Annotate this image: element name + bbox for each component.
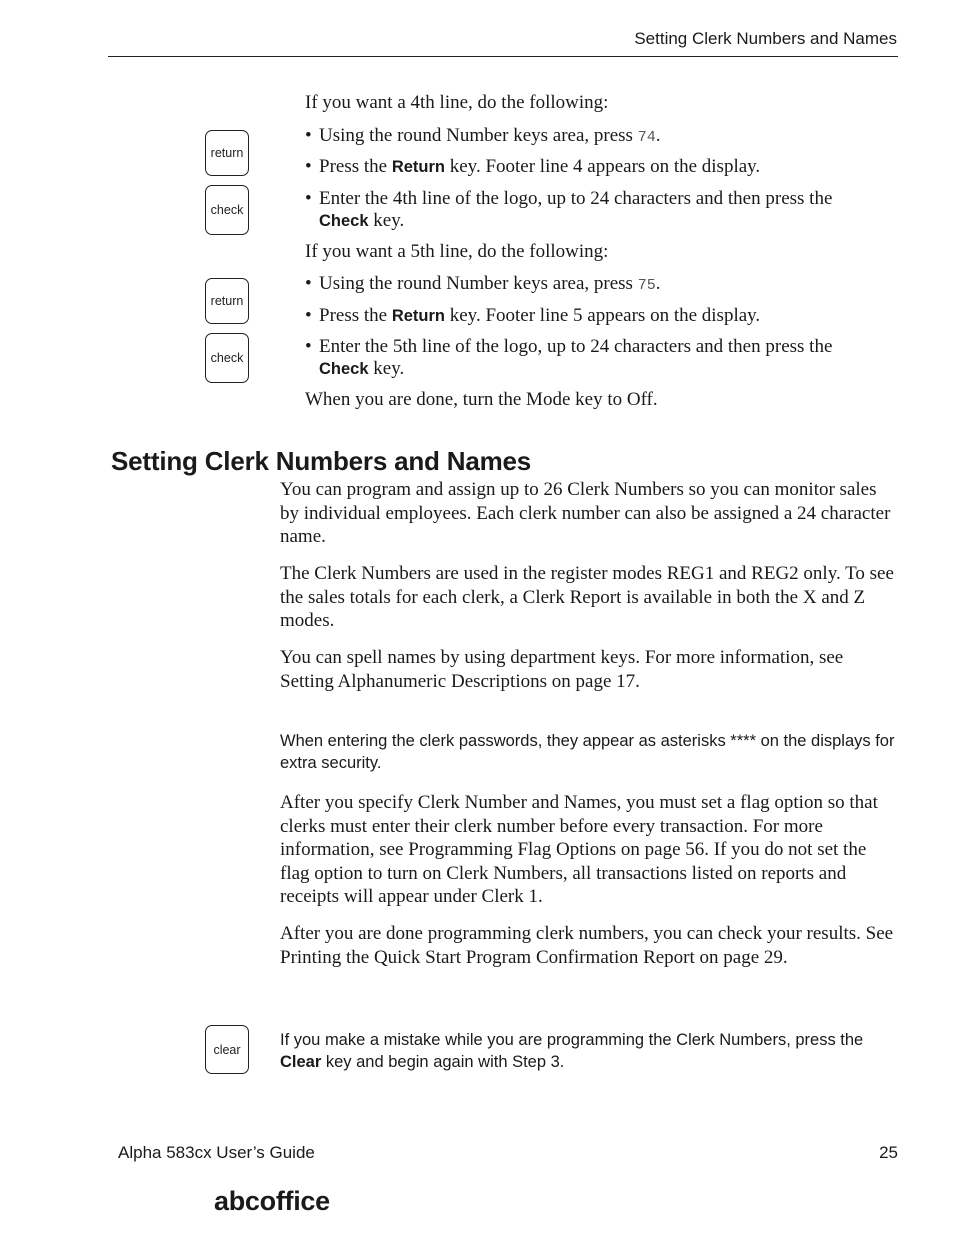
bullet-dot: • [305, 156, 312, 177]
check-key-label: Check [319, 212, 369, 230]
paragraph-modes: The Clerk Numbers are used in the register modes REG1 and REG2 only. To see the sales totals for each clerk, a Clerk Report is available in both the X and Z modes. [280, 563, 894, 631]
bullet-dot: • [305, 188, 312, 209]
check-key-label: Check [319, 360, 369, 378]
key-code: 75 [637, 277, 656, 294]
return-key-label: Return [391, 158, 445, 176]
bullet-dot: • [305, 336, 312, 357]
bullet-dot: • [305, 125, 312, 146]
bullet-text: Using the round Number keys area, press [319, 125, 638, 146]
intro-4th-line: If you want a 4th line, do the following: [305, 92, 609, 113]
clear-key-icon: clear [205, 1025, 249, 1074]
list-item: • Using the round Number keys area, press 74. [305, 125, 661, 146]
return-key-label: Return [391, 307, 445, 325]
bullet-text: Enter the 5th line of the logo, up to 24 characters and then press the [319, 336, 833, 357]
list-item: • Press the Return key. Footer line 5 appears on the display. [305, 305, 761, 326]
page-number: 25 [879, 1143, 898, 1162]
note-passwords: When entering the clerk passwords, they appear as asterisks **** on the displays for extra security. [280, 732, 895, 772]
intro-5th-line: If you want a 5th line, do the following: [305, 241, 609, 262]
paragraph-flag-options: After you specify Clerk Number and Names, you must set a flag option so that clerks must enter their clerk number before every transaction. For more information, see Programming Flag Options on page 56. If you do not set the flag option to turn on Clerk Numbers, all transactions listed on reports and receipts will appear under Clerk 1. [280, 792, 878, 907]
done-instruction: When you are done, turn the Mode key to Off. [305, 389, 658, 410]
key-code: 74 [637, 129, 656, 146]
bullet-text: Enter the 4th line of the logo, up to 24 characters and then press the [319, 188, 833, 209]
list-item: • Enter the 5th line of the logo, up to 24 characters and then press the Check key. [305, 336, 833, 379]
bullet-dot: • [305, 305, 312, 326]
section-title: Setting Clerk Numbers and Names [111, 446, 532, 476]
clear-key-label: Clear [280, 1053, 322, 1071]
return-key-icon: return [205, 278, 249, 324]
list-item: • Enter the 4th line of the logo, up to 24 characters and then press the Check key. [305, 188, 833, 231]
header-rule [108, 56, 898, 57]
bullet-text: Press the [319, 305, 392, 326]
list-item: • Using the round Number keys area, press 75. [305, 273, 661, 294]
bullet-text: Using the round Number keys area, press [319, 273, 638, 294]
bullet-text: Press the [319, 156, 392, 177]
paragraph-intro: You can program and assign up to 26 Clerk Numbers so you can monitor sales by individual employees. Each clerk number can also be assigned a 24 character name. [280, 479, 891, 547]
list-item: • Press the Return key. Footer line 4 appears on the display. [305, 156, 761, 177]
check-key-icon: check [205, 185, 249, 235]
brand-logo: abcoffice [214, 1186, 330, 1216]
bullet-dot: • [305, 273, 312, 294]
paragraph-confirmation: After you are done programming clerk numbers, you can check your results. See Printing the Quick Start Program Confirmation Report on page 29. [280, 923, 894, 968]
check-key-icon: check [205, 333, 249, 383]
running-header: Setting Clerk Numbers and Names [634, 29, 897, 48]
paragraph-spelling: You can spell names by using department keys. For more information, see Setting Alphanumeric Descriptions on page 17. [280, 647, 844, 692]
footer-guide-title: Alpha 583cx User’s Guide [118, 1143, 315, 1162]
return-key-icon: return [205, 130, 249, 176]
note-clear: If you make a mistake while you are programming the Clerk Numbers, press the Clear key and begin again with Step 3. [280, 1031, 864, 1071]
